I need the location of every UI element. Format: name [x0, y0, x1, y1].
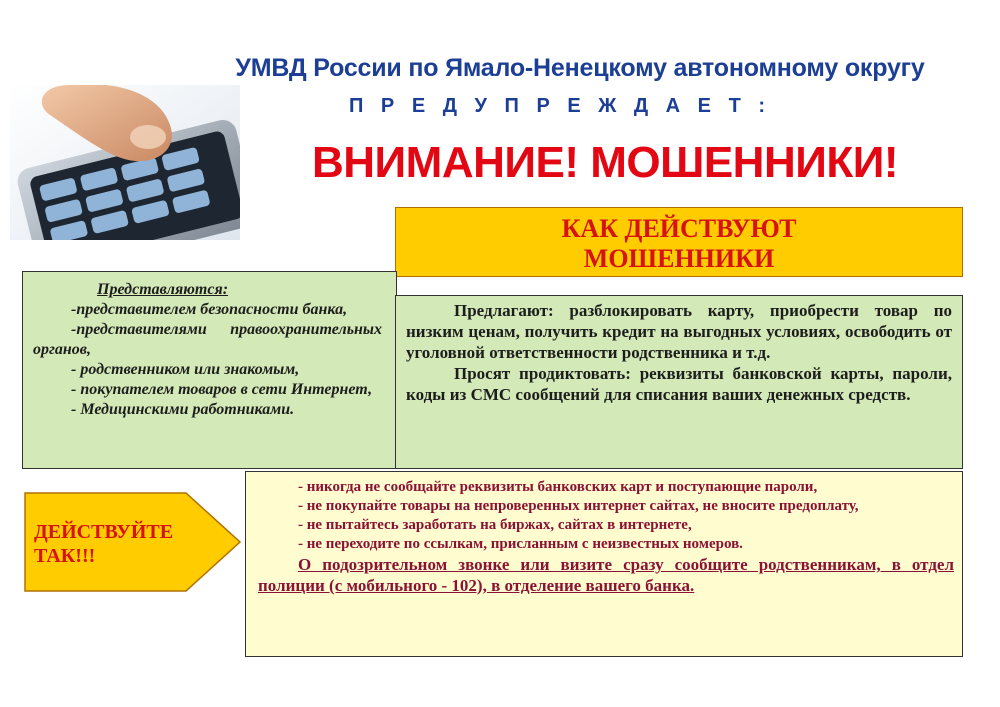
offers-paragraph: Предлагают: разблокировать карту, приобрести товар по низким ценам, получить кредит на выгодных условиях, освободить от уголовной ответственности родственника и т.д.	[406, 301, 952, 362]
pose-as-item: - родственником или знакомым,	[71, 361, 300, 378]
advice-box	[245, 471, 963, 657]
how-scammers-act-callout	[395, 207, 963, 277]
advice-item: - никогда не сообщайте реквизиты банковских карт и поступающие пароли,	[298, 479, 818, 495]
pose-as-item: -представителями правоохранительных органов,	[33, 321, 382, 358]
pose-as-box	[22, 271, 397, 469]
pose-as-heading: Представляются:	[97, 281, 229, 298]
advice-item: - не переходите по ссылкам, присланным с неизвестных номеров.	[298, 536, 743, 552]
offers-box	[395, 295, 963, 469]
how-title-line-1: КАК ДЕЙСТВУЮТ	[561, 214, 797, 243]
how-title-line-2: МОШЕННИКИ	[583, 244, 775, 273]
requests-paragraph: Просят продиктовать: реквизиты банковской карты, пароли, коды из СМС сообщений для списания ваших денежных средств.	[406, 364, 952, 404]
action-label-line-1: ДЕЙСТВУЙТЕ	[34, 521, 174, 543]
warns-subtitle: П Р Е Д У П Р Е Ж Д А Е Т :	[348, 95, 772, 117]
organization-title: УМВД России по Ямало-Ненецкому автономному округу	[235, 54, 925, 82]
advice-item: - не покупайте товары на непроверенных интернет сайтах, не вносите предоплату,	[298, 498, 859, 514]
pose-as-item: -представителем безопасности банка,	[71, 301, 348, 318]
report-instruction: О подозрительном звонке или визите сразу сообщите родственникам, в отдел полиции (с мобильного - 102), в отделение вашего банка.	[258, 555, 954, 595]
pose-as-item: - Медицинскими работниками.	[71, 401, 295, 418]
act-like-this-arrow	[24, 492, 242, 592]
action-label-line-2: ТАК!!!	[34, 545, 96, 567]
pose-as-item: - покупателем товаров в сети Интернет,	[71, 381, 373, 398]
advice-item: - не пытайтесь заработать на биржах, сайтах в интернете,	[298, 517, 692, 533]
headline: ВНИМАНИЕ! МОШЕННИКИ!	[312, 138, 898, 187]
